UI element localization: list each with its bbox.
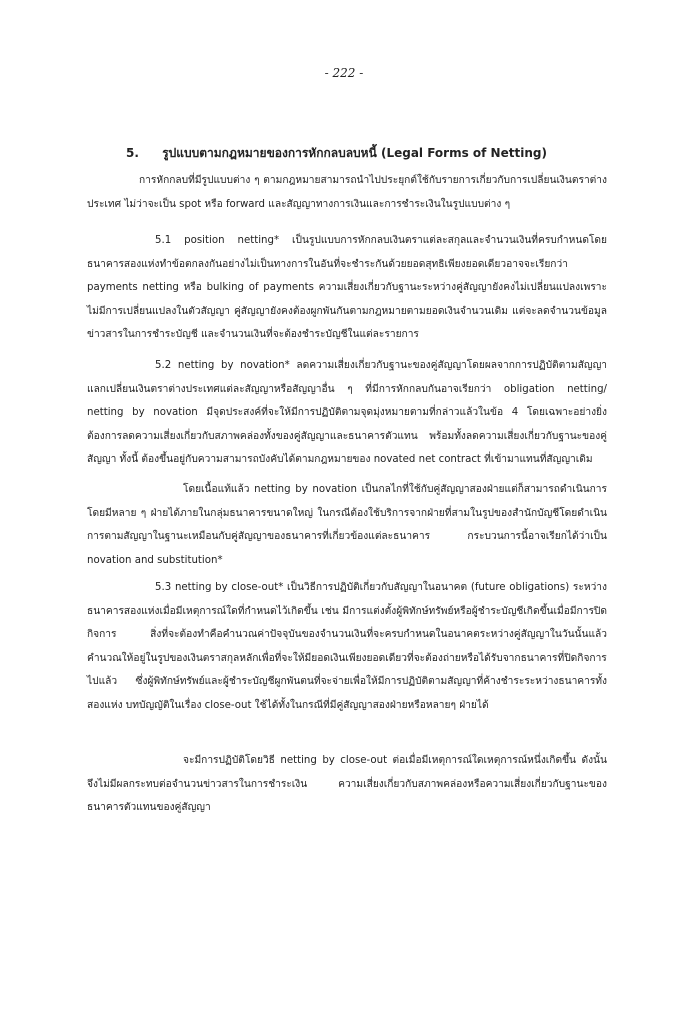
- paragraph-5-2-continued: โดยเนื้อแท้แล้ว netting by novation เป็นกลไกที่ใช้กับคู่สัญญาสองฝ่ายแต่ก็สามารถดำเนินการโดยมีหลาย ๆ ฝ่ายได้ภายในกลุ่มธนาคารขนาดใหญ่ ในกรณีต้องใช้บริการจากฝ่ายที่สามในรูปของสำนักบัญชีโดยดำเนินการตามสัญญาในฐานะเหมือนกับคู่สัญญาของธนาคารที่เกี่ยวข้องแต่ละธนาคาร กระบวนการนี้อาจเรียกได้ว่าเป็น novation and substitution*: [87, 484, 607, 566]
- paragraph-5-3-continued: จะมีการปฏิบัติโดยวิธี netting by close-out ต่อเมื่อมีเหตุการณ์ใดเหตุการณ์หนึ่งเกิดขึ้น ดังนั้น จึงไม่มีผลกระทบต่อจำนวนข่าวสารในการชำระเงิน ความเสี่ยงเกี่ยวกับสภาพคล่องหรือความเสี่ยงเกี่ยวกับฐานะของธนาคารตัวแทนของคู่สัญญา: [87, 755, 607, 813]
- paragraph-5-2: 5.2 netting by novation* ลดความเสี่ยงเกี่ยวกับฐานะของคู่สัญญาโดยผลจากการปฏิบัติตามสัญญาแลกเปลี่ยนเงินตราต่างประเทศแต่ละสัญญาหรือสัญญาอื่น ๆ ที่มีการหักกลบกันอาจเรียกว่า obligation netting/ netting by novation มีจุดประสงค์ที่จะให้มีการปฏิบัติตามจุดมุ่งหมายตามที่กล่าวแล้วในข้อ 4 โดยเฉพาะอย่างยิ่งต้องการลดความเสี่ยงเกี่ยวกับสภาพคล่องทั้งของคู่สัญญาและธนาคารตัวแทน พร้อมทั้งลดความเสี่ยงเกี่ยวกับฐานะของคู่สัญญา ทั้งนี้ ต้องขึ้นอยู่กับความสามารถบังคับได้ตามกฎหมายของ novated net contract ที่เข้ามาแทนที่สัญญาเดิม: [87, 360, 607, 465]
- page-number: - 222 -: [324, 66, 364, 80]
- section-heading: [126, 144, 547, 163]
- paragraph-5-3: 5.3 netting by close-out* เป็นวิธีการปฏิบัติเกี่ยวกับสัญญาในอนาคต (future obligations) ระหว่างธนาคารสองแห่งเมื่อมีเหตุการณ์ใดที่กำหนดไว้เกิดขึ้น เช่น มีการแต่งตั้งผู้พิทักษ์ทรัพย์หรือผู้ชำระบัญชีเกิดขึ้นเมื่อมีการปิดกิจการ สิ่งที่จะต้องทำคือคำนวณค่าปัจจุบันของจำนวนเงินที่จะครบกำหนดในอนาคตระหว่างคู่สัญญาในวันนั้นแล้วคำนวณให้อยู่ในรูปของเงินตราสกุลหลักเพื่อที่จะให้มียอดเงินเพียงยอดเดียวที่จะต้องถ่ายหรือได้รับจากธนาคารที่ปิดกิจการไปแล้ว ซึ่งผู้พิทักษ์ทรัพย์และผู้ชำระบัญชีผูกพันตนที่จะจ่ายเพื่อให้มีการปฏิบัติตามสัญญาที่ค้างชำระระหว่างธนาคารทั้งสองแห่ง บทบัญญัติในเรื่อง close-out ใช้ได้ทั้งในกรณีที่มีคู่สัญญาสองฝ่ายหรือหลายๆ ฝ่ายได้: [87, 582, 607, 711]
- paragraph-5-1: 5.1 position netting* เป็นรูปแบบการหักกลบเงินตราแต่ละสกุลและจำนวนเงินที่ครบกำหนดโดยธนาคารสองแห่งทำข้อตกลงกันอย่างไม่เป็นทางการในอันที่จะชำระกันด้วยยอดสุทธิเพียงยอดเดียวอาจจะเรียกว่า payments netting หรือ bulking of payments ความเสี่ยงเกี่ยวกับฐานะระหว่างคู่สัญญายังคงไม่เปลี่ยนแปลงเพราะไม่มีการเปลี่ยนแปลงในตัวสัญญา คู่สัญญายังคงต้องผูกพันกันตามกฎหมายตามยอดเงินจำนวนเดิม แต่จะลดจำนวนข้อมูลข่าวสารในการชำระบัญชี และจำนวนเงินที่จะต้องชำระบัญชีในแต่ละรายการ: [87, 235, 607, 340]
- section-number: 5.: [126, 146, 139, 160]
- paragraph-intro: การหักกลบที่มีรูปแบบต่าง ๆ ตามกฎหมายสามารถนำไปประยุกต์ใช้กับรายการเกี่ยวกับการเปลี่ยนเงินตราต่างประเทศ ไม่ว่าจะเป็น spot หรือ forward และสัญญาทางการเงินและการชำระเงินในรูปแบบต่าง ๆ: [87, 175, 607, 210]
- section-title: รูปแบบตามกฎหมายของการหักกลบลบหนี้ (Legal Forms of Netting): [162, 146, 547, 160]
